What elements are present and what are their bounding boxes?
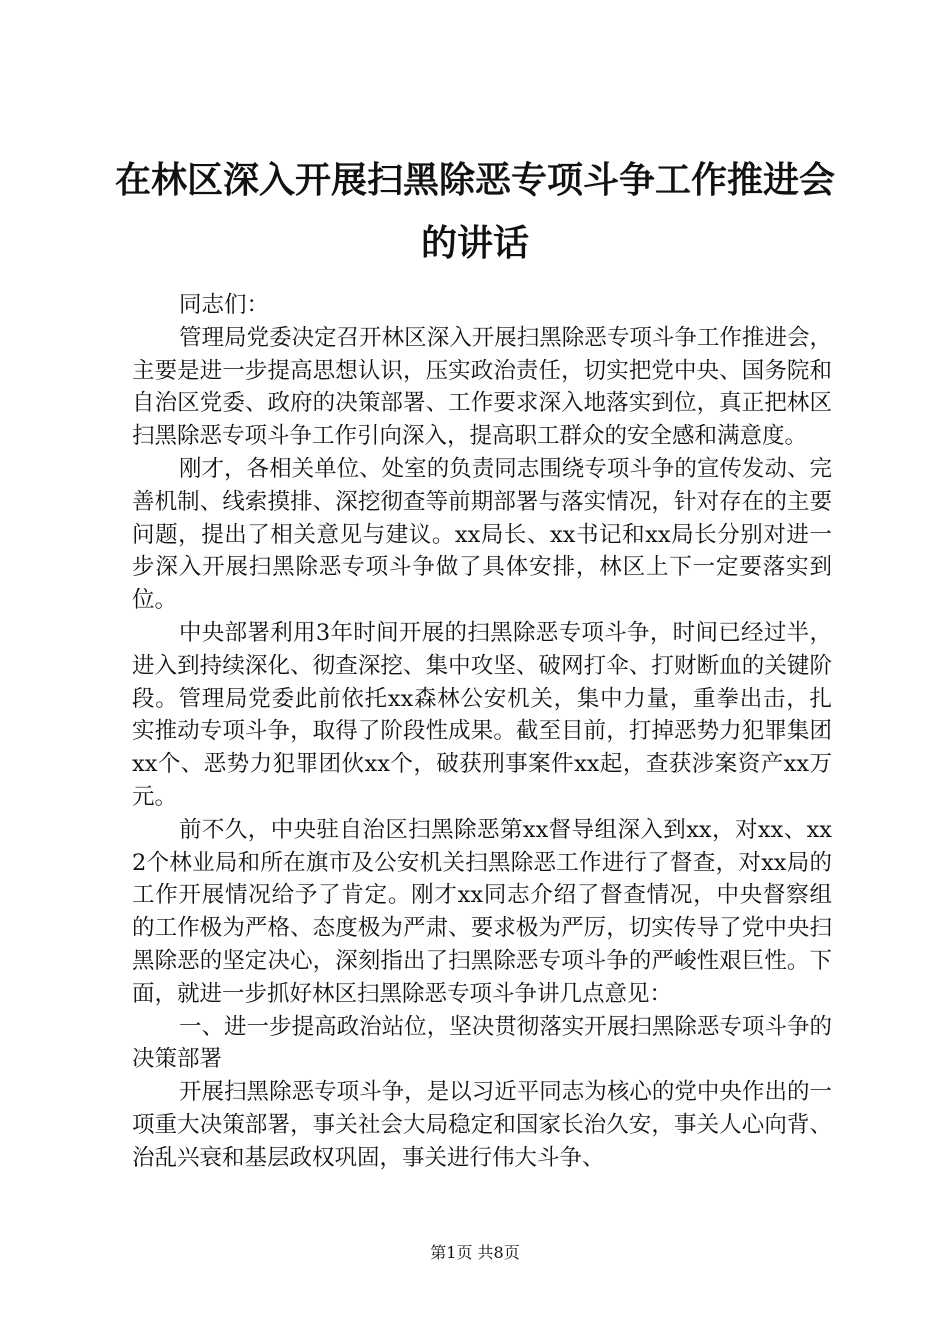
document-title-line-2: 的讲话 <box>420 223 529 264</box>
salutation: 同志们： <box>179 292 270 318</box>
paragraph-4: 前不久，中央驻自治区扫黑除恶第xx督导组深入到xx，对xx、xx2个林业局和所在旗市及公安机关扫黑除恶工作进行了督查，对xx局的工作开展情况给予了肯定。刚才xx同志介绍了督查情况，中央督察组的工作极为严格、态度极为严肃、要求极为严厉，切实传导了党中央扫黑除恶的坚定决心，深刻指出了扫黑除恶专项斗争的严峻性艰巨性。下面，就进一步抓好林区扫黑除恶专项斗争讲几点意见： <box>132 816 832 1007</box>
paragraph-3: 中央部署利用3年时间开展的扫黑除恶专项斗争，时间已经过半，进入到持续深化、彻查深挖、集中攻坚、破网打伞、打财断血的关键阶段。管理局党委此前依托xx森林公安机关，集中力量，重拳出击，扎实推动专项斗争，取得了阶段性成果。截至目前，打掉恶势力犯罪集团xx个、恶势力犯罪团伙xx个，破获刑事案件xx起，查获涉案资产xx万元。 <box>132 619 832 810</box>
document-title-line-1: 在林区深入开展扫黑除恶专项斗争工作推进会 <box>114 160 835 201</box>
paragraph-2: 刚才，各相关单位、处室的负责同志围绕专项斗争的宣传发动、完善机制、线索摸排、深挖彻查等前期部署与落实情况，针对存在的主要问题，提出了相关意见与建议。xx局长、xx书记和xx局长分别对进一步深入开展扫黑除恶专项斗争做了具体安排，林区上下一定要落实到位。 <box>132 455 832 614</box>
document-body <box>132 289 832 1175</box>
section-heading-1: 一、进一步提高政治站位，坚决贯彻落实开展扫黑除恶专项斗争的决策部署 <box>132 1013 832 1073</box>
page-footer: 第1页 共8页 <box>430 1243 520 1262</box>
paragraph-1: 管理局党委决定召开林区深入开展扫黑除恶专项斗争工作推进会，主要是进一步提高思想认识，压实政治责任，切实把党中央、国务院和自治区党委、政府的决策部署、工作要求深入地落实到位，真正把林区扫黑除恶专项斗争工作引向深入，提高职工群众的安全感和满意度。 <box>132 324 832 450</box>
paragraph-5: 开展扫黑除恶专项斗争，是以习近平同志为核心的党中央作出的一项重大决策部署，事关社会大局稳定和国家长治久安，事关人心向背、治乱兴衰和基层政权巩固，事关进行伟大斗争、 <box>132 1079 832 1171</box>
